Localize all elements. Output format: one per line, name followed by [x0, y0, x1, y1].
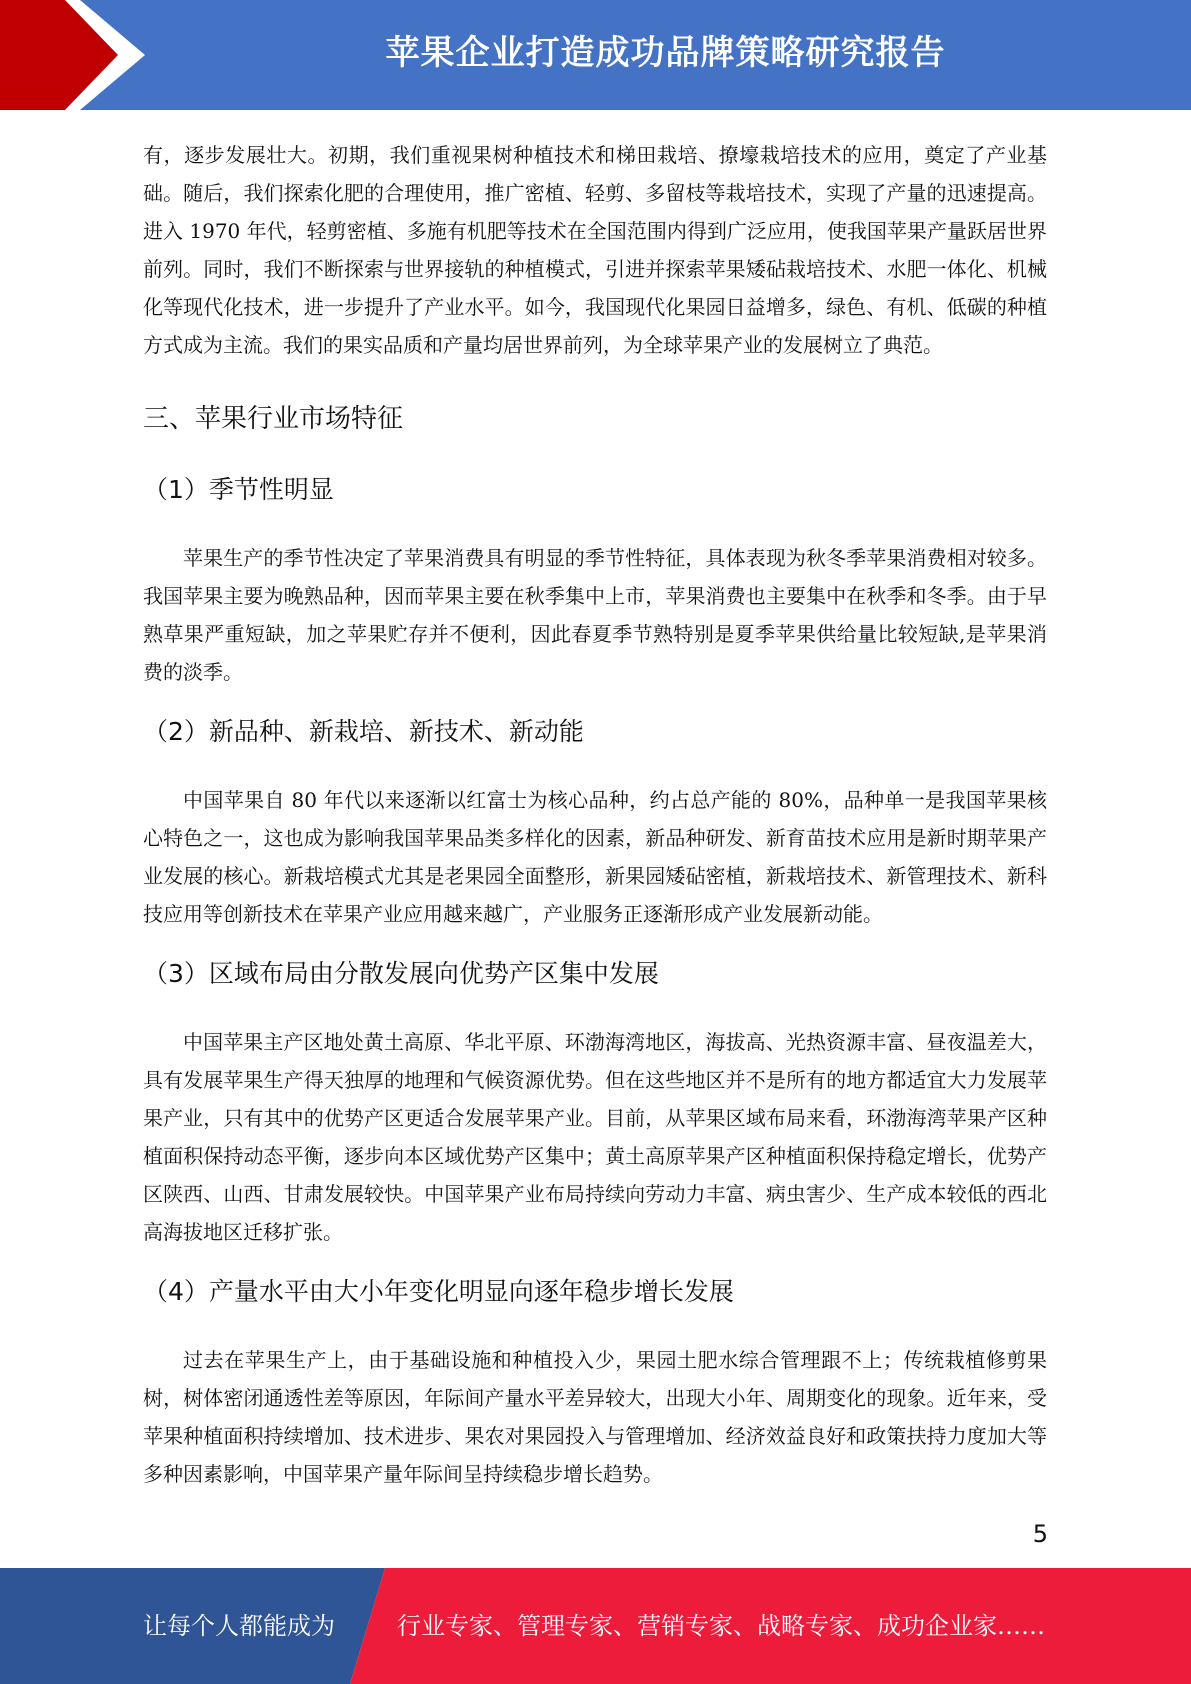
- header-red-arrow-decoration: [0, 0, 150, 110]
- page-footer: [0, 1568, 1191, 1684]
- subsection-text-2: 中国苹果自 80 年代以来逐渐以红富士为核心品种，约占总产能的 80%，品种单一是我国苹果核心特色之一，这也成为影响我国苹果品类多样化的因素，新品种研发、新育苗技术应用是新时期苹果产业发展的核心。新栽培模式尤其是老果园全面整形，新果园矮砧密植，新栽培技术、新管理技术、新科技应用等创新技术在苹果产业应用越来越广，产业服务正逐渐形成产业发展新动能。: [143, 788, 1047, 926]
- subsection-text-4: 过去在苹果生产上，由于基础设施和种植投入少，果园土肥水综合管理跟不上；传统栽植修剪果树，树体密闭通透性差等原因，年际间产量水平差异较大，出现大小年、周期变化的现象。近年来，受苹果种植面积持续增加、技术进步、果农对果园投入与管理增加、经济效益良好和政策扶持力度加大等多种因素影响，中国苹果产量年际间呈持续稳步增长趋势。: [143, 1348, 1047, 1486]
- subsection-text-1: 苹果生产的季节性决定了苹果消费具有明显的季节性特征，具体表现为秋冬季苹果消费相对较多。我国苹果主要为晚熟品种，因而苹果主要在秋季集中上市，苹果消费也主要集中在秋季和冬季。由于早熟草果严重短缺，加之苹果贮存并不便利，因此春夏季节熟特别是夏季苹果供给量比较短缺,是苹果消费的淡季。: [143, 546, 1047, 684]
- subsection-title-4: （4）产量水平由大小年变化明显向逐年稳步增长发展: [143, 1277, 734, 1306]
- main-content: [143, 136, 1047, 1493]
- subsection-title-2: （2）新品种、新栽培、新技术、新动能: [143, 717, 584, 746]
- subsection-text-3: 中国苹果主产区地处黄土高原、华北平原、环渤海湾地区，海拔高、光热资源丰富、昼夜温差大，具有发展苹果生产得天独厚的地理和气候资源优势。但在这些地区并不是所有的地方都适宜大力发展苹果产业，只有其中的优势产区更适合发展苹果产业。目前，从苹果区域布局来看，环渤海湾苹果产区种植面积保持动态平衡，逐步向本区域优势产区集中；黄土高原苹果产区种植面积保持稳定增长，优势产区陕西、山西、甘肃发展较快。中国苹果产业布局持续向劳动力丰富、病虫害少、生产成本较低的西北高海拔地区迁移扩张。: [143, 1030, 1047, 1244]
- footer-slogan-right: 行业专家、管理专家、营销专家、战略专家、成功企业家……: [397, 1612, 1045, 1640]
- page-number: 5: [1032, 1520, 1048, 1548]
- document-title: 苹果企业打造成功品牌策略研究报告: [385, 33, 946, 73]
- intro-paragraph: 有，逐步发展壮大。初期，我们重视果树种植技术和梯田栽培、撩壕栽培技术的应用，奠定了产业基础。随后，我们探索化肥的合理使用，推广密植、轻剪、多留枝等栽培技术，实现了产量的迅速提高。进入 1970 年代，轻剪密植、多施有机肥等技术在全国范围内得到广泛应用，使我国苹果产量跃居世界前列。同时，我们不断探索与世界接轨的种植模式，引进并探索苹果矮砧栽培技术、水肥一体化、机械化等现代化技术，进一步提升了产业水平。如今，我国现代化果园日益增多，绿色、有机、低碳的种植方式成为主流。我们的果实品质和产量均居世界前列，为全球苹果产业的发展树立了典范。: [143, 143, 1047, 357]
- subsection-title-1: （1）季节性明显: [143, 475, 334, 504]
- section-title: 三、苹果行业市场特征: [143, 404, 404, 434]
- page-header: [0, 0, 1191, 110]
- footer-slogan-left: 让每个人都能成为: [143, 1612, 335, 1640]
- subsection-title-3: （3）区域布局由分散发展向优势产区集中发展: [143, 959, 659, 988]
